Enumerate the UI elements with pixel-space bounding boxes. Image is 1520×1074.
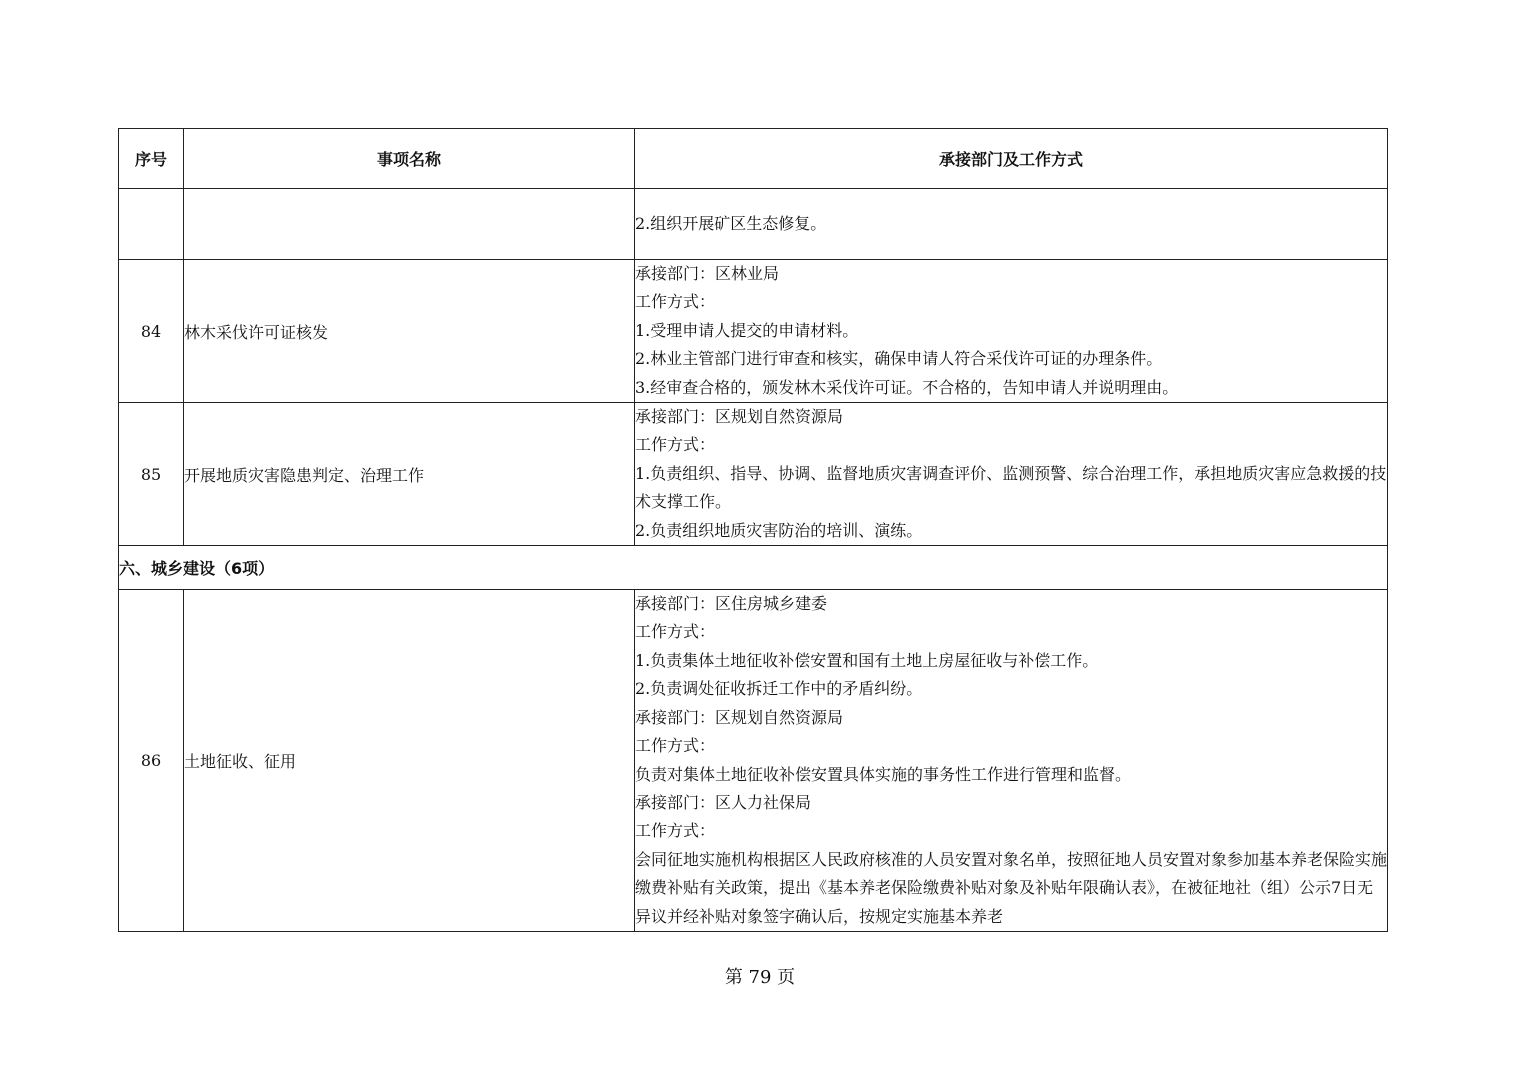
method-line: 2.林业主管部门进行审查和核实，确保申请人符合采伐许可证的办理条件。 (635, 349, 1163, 369)
row-item-name: 土地征收、征用 (184, 590, 635, 932)
row-item-name (184, 189, 635, 260)
method-line: 工作方式： (635, 622, 716, 642)
method-line: 2.组织开展矿区生态修复。 (635, 213, 827, 233)
page-number: 第 79 页 (724, 967, 796, 988)
table-row (119, 189, 1388, 260)
row-method (635, 590, 1388, 932)
method-line: 2.负责组织地质灾害防治的培训、演练。 (635, 520, 923, 540)
method-line: 工作方式： (635, 292, 716, 312)
method-line: 会同征地实施机构根据区人民政府核准的人员安置对象名单，按照征地人员安置对象参加基本养老保险实施缴费补贴有关政策，提出《基本养老保险缴费补贴对象及补贴年限确认表》，在被征地社（组）公示7日无异议并经补贴对象签字确认后，按规定实施基本养老 (635, 849, 1388, 926)
header-dept-and-method: 承接部门及工作方式 (635, 129, 1388, 189)
method-line: 承接部门：区林业局 (635, 264, 780, 283)
method-line: 工作方式： (635, 821, 716, 841)
method-line: 承接部门：区人力社保局 (635, 792, 812, 812)
method-line: 负责对集体土地征收补偿安置具体实施的事务性工作进行管理和监督。 (635, 764, 1132, 784)
method-line: 工作方式： (635, 435, 716, 455)
section-title: 六、城乡建设（6项） (119, 546, 1388, 590)
method-line: 1.受理申请人提交的申请材料。 (635, 320, 859, 340)
method-line: 承接部门：区住房城乡建委 (635, 594, 828, 614)
header-serial-number: 序号 (119, 129, 184, 189)
method-line: 承接部门：区规划自然资源局 (635, 407, 844, 427)
method-line: 1.负责组织、指导、协调、监督地质灾害调查评价、监测预警、综合治理工作，承担地质灾害应急救援的技术支撑工作。 (635, 463, 1387, 512)
row-item-name: 开展地质灾害隐患判定、治理工作 (184, 403, 635, 546)
row-item-name: 林木采伐许可证核发 (184, 260, 635, 403)
row-method (635, 403, 1388, 546)
items-table (118, 128, 1388, 932)
row-number: 85 (119, 403, 184, 546)
method-line: 工作方式： (635, 736, 716, 756)
method-line: 1.负责集体土地征收补偿安置和国有土地上房屋征收与补偿工作。 (635, 650, 1099, 670)
section-row (119, 546, 1388, 590)
method-line: 承接部门：区规划自然资源局 (635, 707, 844, 727)
row-number (119, 189, 184, 260)
row-number: 86 (119, 590, 184, 932)
row-method (635, 189, 1388, 260)
header-row (119, 129, 1388, 189)
method-line: 3.经审查合格的，颁发林木采伐许可证。不合格的，告知申请人并说明理由。 (635, 377, 1179, 397)
table-row (119, 590, 1388, 932)
row-number: 84 (119, 260, 184, 403)
table-row (119, 260, 1388, 403)
table-row (119, 403, 1388, 546)
method-line: 2.负责调处征收拆迁工作中的矛盾纠纷。 (635, 679, 923, 699)
header-item-name: 事项名称 (184, 129, 635, 189)
row-method (635, 260, 1388, 403)
